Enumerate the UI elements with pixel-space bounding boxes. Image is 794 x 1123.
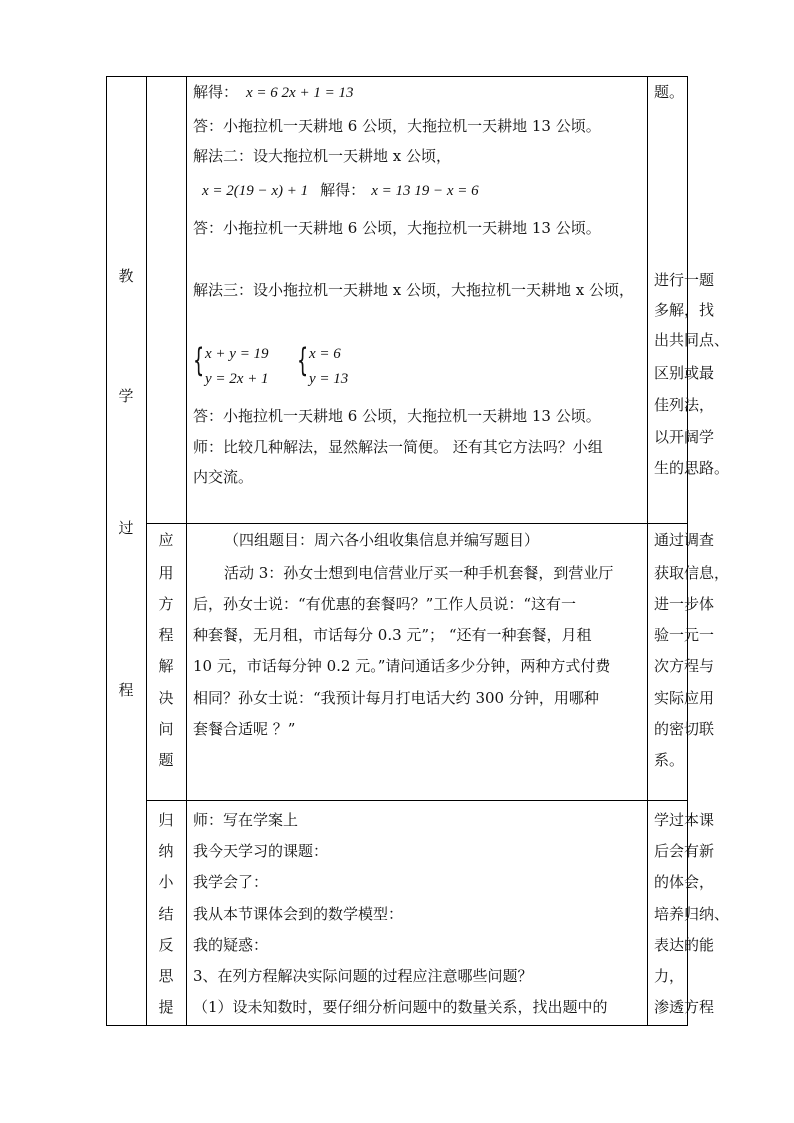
answer-line-1: 答：小拖拉机一天耕地 6 公顷，大拖拉机一天耕地 13 公顷。 <box>193 117 601 135</box>
table-top-border <box>106 76 688 77</box>
system-2-eq-a: x = 6 <box>309 346 341 362</box>
teacher-line-1: 师：比较几种解法，显然解法一简便。 还有其它方法吗？小组 <box>193 438 603 456</box>
row3-label-char: 归 <box>158 811 174 829</box>
row-divider-2 <box>146 800 688 801</box>
system-2-eq-b: y = 13 <box>309 371 349 387</box>
solve-line-1 <box>193 82 353 103</box>
solve-math-2: x = 13 19 − x = 6 <box>371 183 479 199</box>
column-divider-1 <box>146 76 147 1026</box>
solve-prefix-2: 解得： <box>320 181 366 199</box>
row3-text-line: 我从本节课体会到的数学模型： <box>193 905 404 923</box>
col1-char-3: 过 <box>118 519 134 537</box>
row2-label-char: 应 <box>158 531 174 549</box>
row2-note-line: 的密切联 <box>654 720 715 738</box>
row3-text-line: 我的疑惑： <box>193 936 269 954</box>
table-bottom-border <box>106 1025 688 1026</box>
row2-text-line: （四组题目：周六各小组收集信息并编写题目） <box>224 531 540 549</box>
row3-note-line: 力， <box>654 967 685 985</box>
solve-prefix: 解得： <box>193 83 239 101</box>
row2-note-line: 次方程与 <box>654 657 715 675</box>
row2-note-line: 系。 <box>654 751 685 769</box>
row2-label-char: 用 <box>158 564 174 582</box>
row2-text-line: 相同？孙女士说：“我预计每月打电话大约 300 分钟，用哪种 <box>193 689 599 707</box>
equation-line-2 <box>202 180 479 201</box>
column-divider-3 <box>647 76 648 1026</box>
answer-line-3: 答：小拖拉机一天耕地 6 公顷，大拖拉机一天耕地 13 公顷。 <box>193 407 601 425</box>
system-1-eq-b: y = 2x + 1 <box>205 371 269 387</box>
row2-text-line: 活动 3：孙女士想到电信营业厅买一种手机套餐，到营业厅 <box>224 564 614 582</box>
row3-note-line: 后会有新 <box>654 842 715 860</box>
row2-text-line: 后，孙女士说：“有优惠的套餐吗？”工作人员说：“这有一 <box>193 595 577 613</box>
method-two-line: 解法二：设大拖拉机一天耕地 x 公顷， <box>193 147 451 165</box>
row2-label-char: 问 <box>158 720 174 738</box>
row2-label-char: 题 <box>158 751 174 769</box>
row1-note-top: 题。 <box>654 83 685 101</box>
row2-label-char: 方 <box>158 595 174 613</box>
row1-note-line: 出共同点、 <box>654 331 730 349</box>
row3-label-char: 思 <box>158 967 174 985</box>
row1-note-line: 生的思路。 <box>654 459 730 477</box>
method-three-line: 解法三：设小拖拉机一天耕地 x 公顷，大拖拉机一天耕地 x 公顷， <box>193 281 634 299</box>
row2-label-char: 程 <box>158 626 174 644</box>
row3-label-char: 提 <box>158 998 174 1016</box>
row3-text-line: 我学会了： <box>193 873 269 891</box>
row2-note-line: 实际应用 <box>654 689 715 707</box>
brace-system-2: { <box>297 341 309 379</box>
brace-system-1: { <box>193 341 205 379</box>
row3-text-line: 师：写在学案上 <box>193 811 299 829</box>
column-divider-2 <box>186 76 187 1026</box>
equation-two-math: x = 2(19 − x) + 1 <box>202 183 309 199</box>
row2-text-line: 套餐合适呢 ？” <box>193 720 296 738</box>
row2-note-line: 验一元一 <box>654 626 715 644</box>
table-left-border <box>106 76 107 1026</box>
row3-note-line: 渗透方程 <box>654 998 715 1016</box>
row2-text-line: 10 元，市话每分钟 0.2 元。”请问通话多少分钟，两种方式付费 <box>193 657 611 675</box>
answer-line-2: 答：小拖拉机一天耕地 6 公顷，大拖拉机一天耕地 13 公顷。 <box>193 219 601 237</box>
row3-label-char: 纳 <box>158 842 174 860</box>
row1-note-line: 佳列法， <box>654 396 715 414</box>
col1-char-4: 程 <box>118 681 134 699</box>
col1-char-1: 教 <box>118 267 134 285</box>
row2-text-line: 种套餐，无月租，市话每分 0.3 元”； “还有一种套餐，月租 <box>193 626 592 644</box>
teacher-line-2: 内交流。 <box>193 468 254 486</box>
row3-note-line: 学过本课 <box>654 811 715 829</box>
row3-text-line: 3、在列方程解决实际问题的过程应注意哪些问题？ <box>193 967 533 985</box>
row3-label-char: 结 <box>158 905 174 923</box>
row1-note-line: 多解，找 <box>654 301 715 319</box>
col1-char-2: 学 <box>118 387 134 405</box>
row3-note-line: 表达的能 <box>654 936 715 954</box>
row1-note-line: 进行一题 <box>654 271 715 289</box>
row2-label-char: 决 <box>158 689 174 707</box>
row3-note-line: 培养归纳、 <box>654 905 730 923</box>
row1-note-line: 以开阔学 <box>654 428 715 446</box>
row3-label-char: 反 <box>158 936 174 954</box>
solve-math: x = 6 2x + 1 = 13 <box>246 85 354 101</box>
row3-text-line: （1）设未知数时，要仔细分析问题中的数量关系，找出题中的 <box>193 998 608 1016</box>
row-divider-1 <box>146 523 688 524</box>
row3-text-line: 我今天学习的课题： <box>193 842 329 860</box>
row1-note-line: 区别或最 <box>654 364 715 382</box>
row3-note-line: 的体会， <box>654 873 715 891</box>
row3-label-char: 小 <box>158 873 174 891</box>
row2-note-line: 通过调查 <box>654 531 715 549</box>
row2-note-line: 获取信息， <box>654 564 730 582</box>
row2-label-char: 解 <box>158 657 174 675</box>
row2-note-line: 进一步体 <box>654 595 715 613</box>
system-1-eq-a: x + y = 19 <box>205 346 269 362</box>
